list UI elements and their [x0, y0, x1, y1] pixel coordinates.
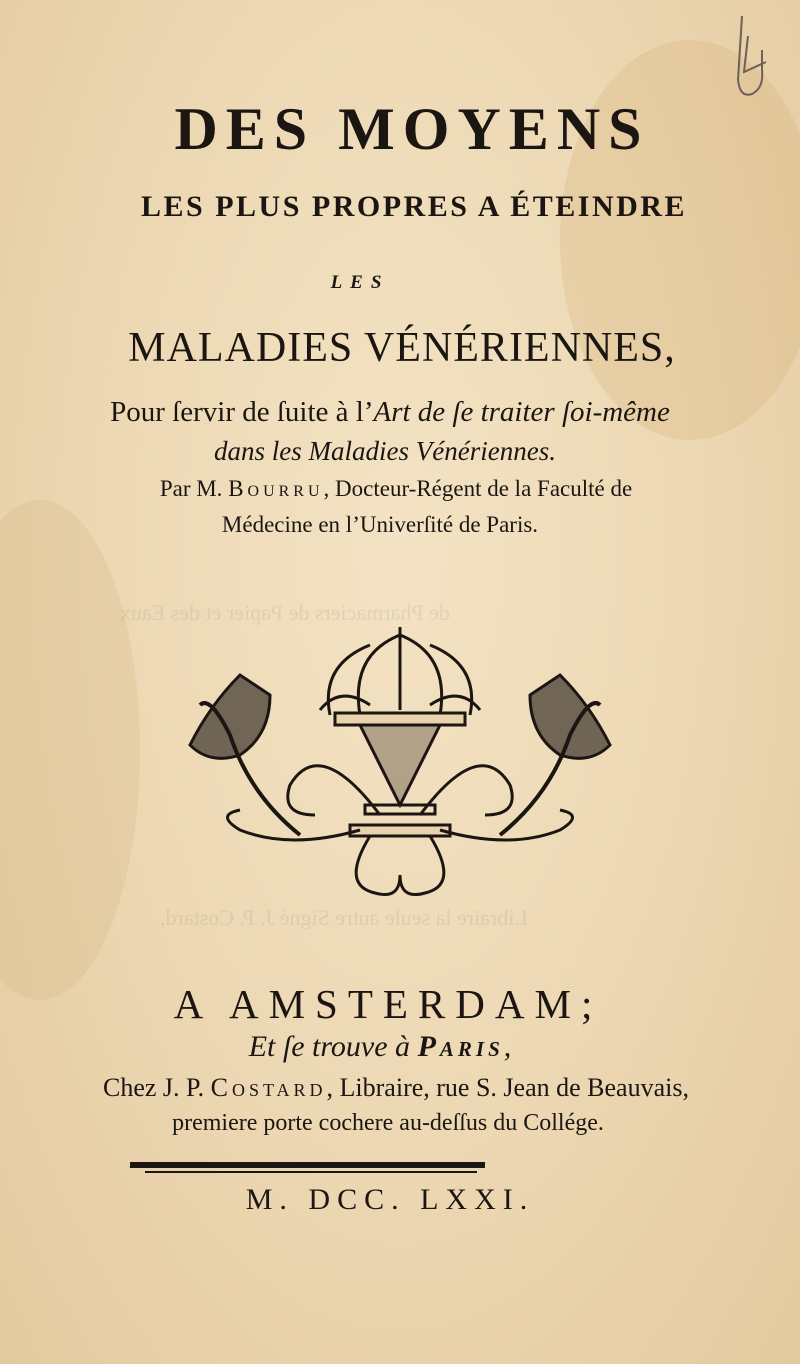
subtitle-roman: Pour ſervir de ſuite à l’	[110, 396, 374, 428]
imprint-comma: ,	[503, 1030, 512, 1063]
publisher-address-line-2: premiere porte cochere au-deſſus du Collége.	[172, 1110, 604, 1136]
author-title: , Docteur-Régent de la Faculté de	[323, 476, 633, 501]
imprint-city: Paris	[417, 1030, 504, 1063]
subtitle-line-1	[0, 396, 790, 429]
double-rule-thick	[130, 1162, 485, 1168]
subtitle-line-2: dans les Maladies Vénériennes.	[214, 436, 556, 466]
double-rule-thin	[145, 1171, 477, 1173]
title-line-les-plus-propres: LES PLUS PROPRES A ÉTEINDRE	[141, 190, 687, 223]
imprint-also-text: Et ſe trouve à	[248, 1030, 418, 1063]
imprint-place: A AMSTERDAM;	[173, 981, 603, 1027]
title-line-maladies: MALADIES VÉNÉRIENNES,	[128, 325, 676, 371]
printers-ornament-icon	[170, 615, 630, 900]
bleed-through-text: Libraire la seule autre Signé J. P. Costard,	[160, 905, 528, 930]
publication-year: M. DCC. LXXI.	[245, 1183, 535, 1216]
author-line-2: Médecine en l’Univerſité de Paris.	[221, 512, 539, 537]
paper-stain	[0, 500, 140, 1000]
publisher-address: , Libraire, rue S. Jean de Beauvais,	[326, 1073, 689, 1102]
author-name: Bourru	[228, 476, 324, 501]
author-prefix: Par M.	[159, 476, 229, 501]
title-line-des-moyens: DES MOYENS	[174, 96, 650, 162]
pencil-annotation-icon	[728, 10, 772, 100]
publisher-pre: Chez J. P.	[103, 1073, 211, 1102]
bleed-through-text: de Pharmaciers de Papier et des Eaux	[120, 600, 450, 625]
author-line-1	[0, 476, 796, 502]
publisher-name: Costard	[210, 1073, 327, 1102]
imprint-also-sold	[0, 1030, 780, 1064]
subtitle-italic: Art de ſe traiter ſoi-même	[373, 396, 670, 428]
title-line-les: LES	[330, 272, 390, 293]
publisher-line	[0, 1073, 796, 1103]
